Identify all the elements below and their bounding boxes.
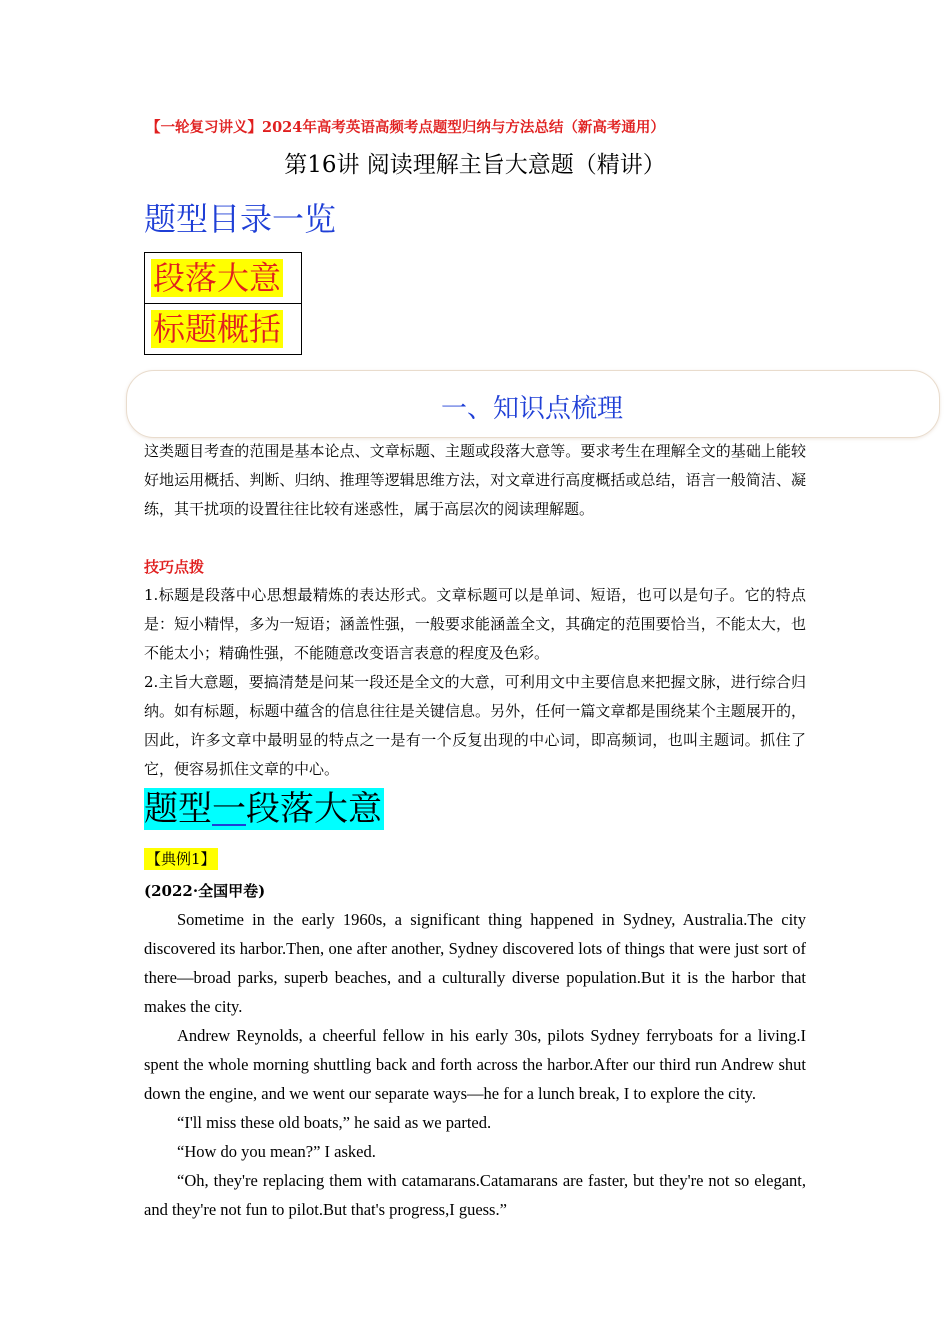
toc-title: 题型目录一览: [144, 200, 337, 238]
passage-paragraph-3: “I'll miss these old boats,” he said as we parted.: [177, 1113, 492, 1132]
tip-1: 1.标题是段落中心思想最精炼的表达形式。文章标题可以是单词、短语，也可以是句子。它的特点是：短小精悍，多为一短语；涵盖性强，一般要求能涵盖全文，其确定的范围要恰当，不能太大，也不能太小；精确性强，不能随意改变语言表意的程度及色彩。: [144, 586, 806, 662]
type-one-suffix: 段落大意: [246, 789, 382, 829]
intro-paragraph: 这类题目考查的范围是基本论点、文章标题、主题或段落大意等。要求考生在理解全文的基础上能较好地运用概括、判断、归纳、推理等逻辑思维方法，对文章进行高度概括或总结，语言一般简洁、凝练，其干扰项的设置往往比较有迷惑性，属于高层次的阅读理解题。: [144, 442, 806, 518]
series-title: 【一轮复习讲义】2024年高考英语高频考点题型归纳与方法总结（新高考通用）: [146, 119, 665, 136]
type-one-prefix: 题型: [144, 789, 212, 829]
example-source: (2022·全国甲卷): [144, 882, 266, 900]
toc-row: [145, 304, 302, 355]
example-tag: 【典例1】: [146, 850, 216, 868]
passage-paragraph-2: Andrew Reynolds, a cheerful fellow in his early 30s, pilots Sydney ferryboats for a living.I spent the whole morning shuttling back and forth across the harbor.After our third run Andrew shut down the engine, and we went our separate ways—he for a lunch break, I to explore the city.: [144, 1026, 806, 1103]
toc-cell: [145, 253, 302, 304]
type-one-number: 一: [212, 789, 246, 829]
passage-paragraph-4: “How do you mean?” I asked.: [177, 1142, 376, 1161]
toc-item-title-summary[interactable]: 标题概括: [153, 310, 282, 348]
lesson-title: 第16讲 阅读理解主旨大意题（精讲）: [284, 152, 666, 178]
toc-table: [144, 252, 302, 355]
toc-item-paragraph-main-idea[interactable]: 段落大意: [153, 259, 282, 297]
passage-paragraph-5: “Oh, they're replacing them with catamarans.Catamarans are faster, but they're not so elegant, and they're not fun to pilot.But that's progress,I guess.”: [144, 1171, 806, 1219]
tip-2: 2.主旨大意题，要搞清楚是问某一段还是全文的大意，可利用文中主要信息来把握文脉，进行综合归纳。如有标题，标题中蕴含的信息往往是关键信息。另外，任何一篇文章都是围绕某个主题展开的，因此，许多文章中最明显的特点之一是有一个反复出现的中心词，即高频词，也叫主题词。抓住了它，便容易抓住文章的中心。: [144, 673, 806, 778]
toc-row: [145, 253, 302, 304]
section-title: 一、知识点梳理: [440, 394, 623, 424]
tips-heading: 技巧点拨: [144, 558, 205, 576]
passage-paragraph-1: Sometime in the early 1960s, a significant thing happened in Sydney, Australia.The city discovered its harbor.Then, one after another, Sydney discovered lots of things that were just sort of there—broad parks, superb beaches, and a culturally diverse population.But it is the harbor that makes the city.: [144, 910, 806, 1016]
toc-cell: [145, 304, 302, 355]
type-one-heading: [144, 788, 384, 830]
